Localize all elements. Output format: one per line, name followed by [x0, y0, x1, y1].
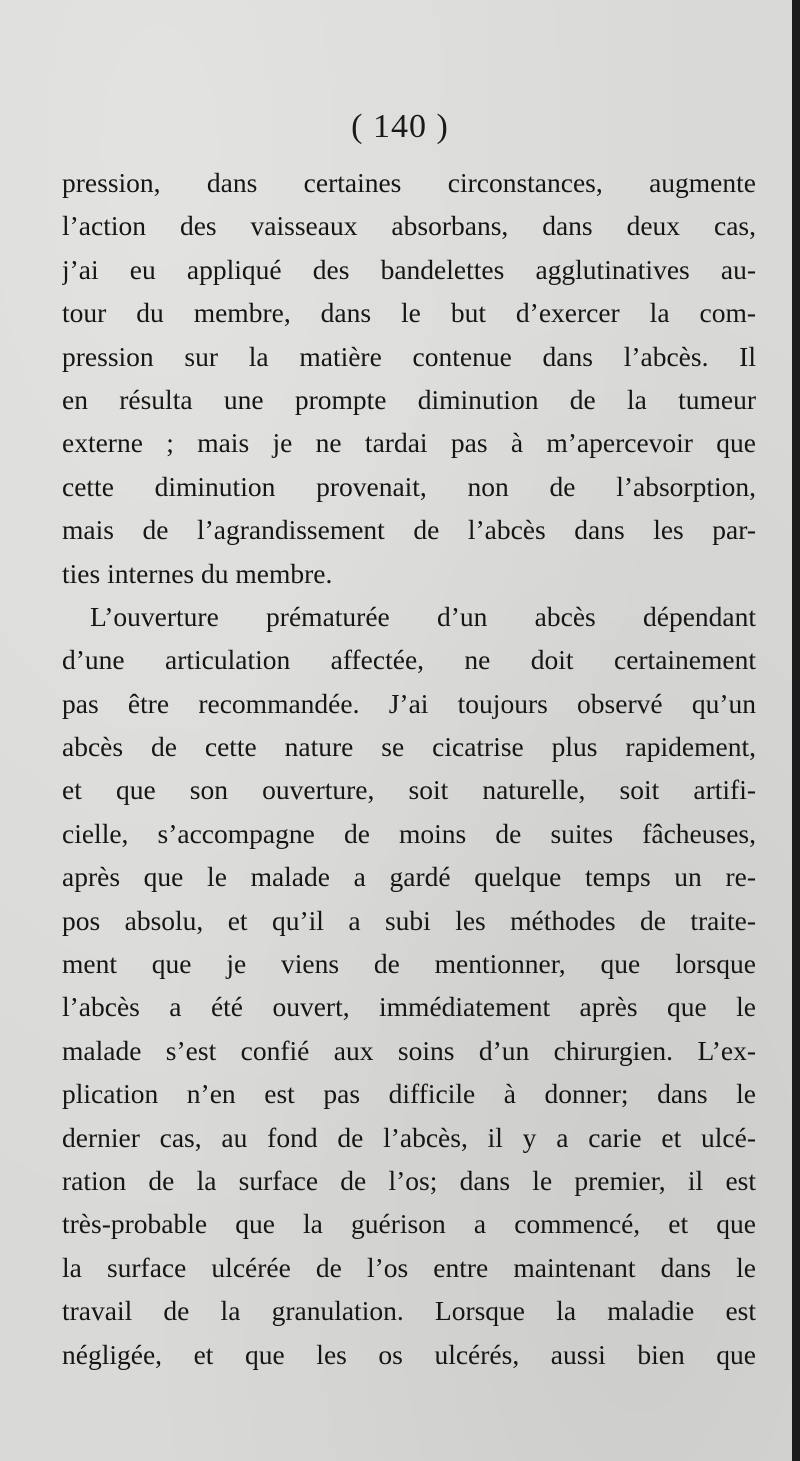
- paragraph-end-line: ties internes du membre.: [62, 557, 333, 589]
- text-line: d’une articulation affectée, ne doit certainement: [62, 644, 756, 676]
- text-line: ration de la surface de l’os; dans le premier, il est: [62, 1164, 756, 1196]
- text-line: malade s’est confié aux soins d’un chirurgien. L’ex-: [62, 1034, 756, 1066]
- scan-edge: [792, 0, 800, 1461]
- text-line: pression, dans certaines circonstances, augmente: [62, 167, 756, 198]
- text-line: très-probable que la guérison a commencé, et que: [62, 1208, 756, 1240]
- text-line: tour du membre, dans le but d’exercer la com-: [62, 297, 756, 329]
- text-line: l’abcès a été ouvert, immédiatement après que le: [62, 991, 756, 1023]
- text-line: pression sur la matière contenue dans l’abcès. Il: [62, 340, 756, 372]
- text-line: j’ai eu appliqué des bandelettes agglutinatives au-: [62, 253, 756, 285]
- text-line: plication n’en est pas difficile à donner; dans le: [62, 1078, 756, 1110]
- text-line: cielle, s’accompagne de moins de suites fâcheuses,: [62, 817, 756, 849]
- text-line: mais de l’agrandissement de l’abcès dans les par-: [62, 514, 756, 546]
- text-line: dernier cas, au fond de l’abcès, il y a carie et ulcé-: [62, 1121, 756, 1153]
- text-line: l’action des vaisseaux absorbans, dans deux cas,: [62, 210, 756, 242]
- text-line: en résulta une prompte diminution de la tumeur: [62, 383, 756, 415]
- text-line: pas être recommandée. J’ai toujours observé qu’un: [62, 687, 756, 719]
- text-line: et que son ouverture, soit naturelle, soit artifi-: [62, 774, 756, 806]
- text-line: externe ; mais je ne tardai pas à m’apercevoir que: [62, 427, 756, 459]
- text-line: la surface ulcérée de l’os entre maintenant dans le: [62, 1251, 756, 1283]
- text-line: travail de la granulation. Lorsque la maladie est: [62, 1295, 756, 1327]
- text-line: ment que je viens de mentionner, que lorsque: [62, 948, 756, 980]
- page-number: ( 140 ): [351, 108, 449, 145]
- body-text: [62, 161, 756, 1376]
- paragraph-start-line: L’ouverture prématurée d’un abcès dépendant: [90, 600, 756, 632]
- text-line: cette diminution provenait, non de l’absorption,: [62, 470, 756, 502]
- text-line: pos absolu, et qu’il a subi les méthodes de traite-: [62, 904, 756, 936]
- text-line: abcès de cette nature se cicatrise plus rapidement,: [62, 731, 756, 763]
- text-line: négligée, et que les os ulcérés, aussi bien que: [62, 1338, 756, 1370]
- text-line: après que le malade a gardé quelque temps un re-: [62, 861, 756, 893]
